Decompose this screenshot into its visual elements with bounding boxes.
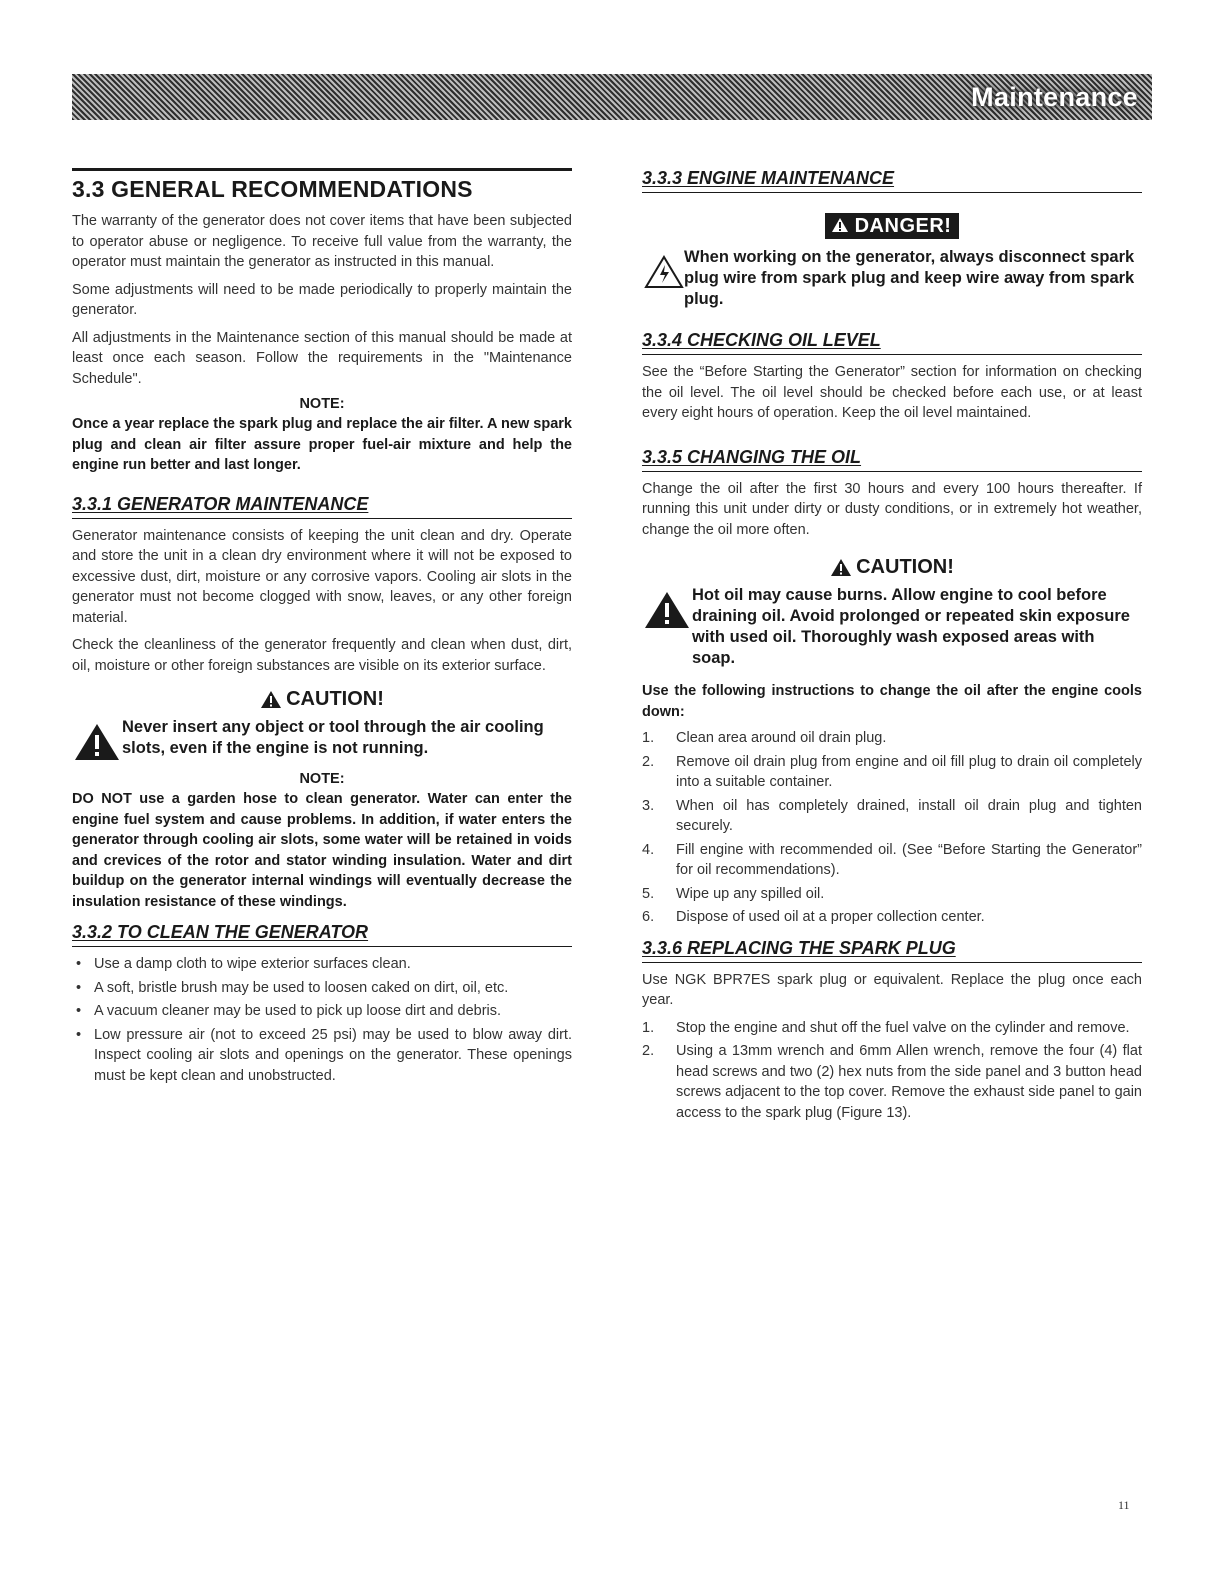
list-item: 4. Fill engine with recommended oil. (See “Before Starting the Generator” for oil recommendations). (642, 841, 1142, 878)
caution-text: Hot oil may cause burns. Allow engine to cool before draining oil. Avoid prolonged or repeated skin exposure with used oil. Thoroughly wash exposed areas with soap. (692, 586, 1130, 667)
caution-label: CAUTION! (856, 556, 954, 578)
instructions-lead: Use the following instructions to change the oil after the engine cools down: (642, 683, 1142, 720)
note-label: NOTE: (299, 771, 345, 787)
danger-heading (642, 213, 1142, 239)
list-item: • Use a damp cloth to wipe exterior surfaces clean. (76, 956, 411, 972)
paragraph: Generator maintenance consists of keeping the unit clean and dry. Operate and store the unit in a clean dry environment where it will not be exposed to excessive dust, dirt, moisture or any corrosive vapors. Cooling air slots in the generator must not become clogged with snow, leaves, or any other foreign material. (72, 527, 572, 626)
warning-triangle-icon (260, 690, 282, 709)
heading-engine-maintenance: 3.3.3 ENGINE MAINTENANCE (642, 168, 1142, 193)
list-item: • A soft, bristle brush may be used to loosen caked on dirt, oil, etc. (76, 979, 509, 996)
heading-changing-oil: 3.3.5 CHANGING THE OIL (642, 447, 1142, 472)
caution-message (72, 717, 572, 759)
caution-heading (642, 556, 1142, 579)
warning-triangle-icon (74, 723, 120, 761)
note-text: Once a year replace the spark plug and replace the air filter. A new spark plug and clean air filter assure proper fuel-air mixture and help the engine run better and last longer. (72, 416, 572, 473)
paragraph: Use NGK BPR7ES spark plug or equivalent. Replace the plug once each year. (642, 971, 1142, 1008)
list-item: 5. Wipe up any spilled oil. (642, 885, 825, 902)
list-item: 3. When oil has completely drained, install oil drain plug and tighten securely. (642, 797, 1142, 834)
heading-checking-oil-level: 3.3.4 CHECKING OIL LEVEL (642, 330, 1142, 355)
list-item: 1. Stop the engine and shut off the fuel valve on the cylinder and remove. (642, 1019, 1130, 1036)
heading-general-recommendations: 3.3 GENERAL RECOMMENDATIONS (72, 168, 572, 203)
heading-generator-maintenance: 3.3.1 GENERATOR MAINTENANCE (72, 494, 572, 519)
heading-clean-generator: 3.3.2 TO CLEAN THE GENERATOR (72, 922, 572, 947)
right-column (642, 168, 1142, 1133)
caution-message (642, 585, 1142, 669)
cleaning-bullet-list (72, 954, 572, 1086)
list-item: 2. Using a 13mm wrench and 6mm Allen wrench, remove the four (4) flat head screws and two (2) hex nuts from the side panel and 3 button head screws adjacent to the top cover. Remove the exhaust side panel to gain access to the spark plug (Figure 13). (642, 1043, 1142, 1121)
paragraph: All adjustments in the Maintenance section of this manual should be made at least once each season. Follow the requirements in the "Maintenance Schedule". (72, 329, 572, 387)
list-item: 2. Remove oil drain plug from engine and oil fill plug to drain oil completely into a suitable container. (642, 753, 1142, 790)
danger-text: When working on the generator, always disconnect spark plug wire from spark plug and keep wire away from spark plug. (684, 248, 1135, 308)
note-text: DO NOT use a garden hose to clean generator. Water can enter the engine fuel system and cause problems. In addition, if water enters the generator through cooling air slots, some water will be retained in voids and crevices of the rotor and stator winding insulation. Water and dirt buildup on the generator internal windings will eventually decrease the insulation resistance of these windings. (72, 791, 572, 910)
warning-triangle-icon (831, 217, 849, 233)
caution-label: CAUTION! (286, 688, 384, 710)
note-label: NOTE: (299, 396, 345, 412)
section-banner (72, 74, 1152, 120)
paragraph: Some adjustments will need to be made periodically to properly maintain the generator. (72, 281, 572, 318)
banner-title: Maintenance (971, 82, 1138, 112)
danger-label: DANGER! (854, 215, 952, 237)
warning-outline-icon (644, 255, 684, 289)
paragraph: The warranty of the generator does not cover items that have been subjected to operator abuse or negligence. To receive full value from the warranty, the operator must maintain the generator as instructed in this manual. (72, 213, 572, 270)
danger-message (642, 247, 1142, 310)
left-column (72, 168, 572, 1089)
danger-badge (825, 213, 960, 239)
paragraph: See the “Before Starting the Generator” section for information on checking the oil level. The oil level should be checked before each use, or at least every eight hours of operation. Keep the oil level maintained. (642, 364, 1142, 421)
heading-replacing-spark-plug: 3.3.6 REPLACING THE SPARK PLUG (642, 938, 1142, 963)
oil-change-steps (642, 728, 1142, 928)
caution-heading (72, 688, 572, 711)
page-number: 11 (1118, 1498, 1130, 1512)
warning-triangle-icon (644, 591, 690, 629)
list-item: • A vacuum cleaner may be used to pick up loose dirt and debris. (76, 1003, 502, 1019)
paragraph: Check the cleanliness of the generator frequently and clean when dust, dirt, oil, moisture or other foreign substances are visible on its exterior surface. (72, 637, 572, 674)
list-item: • Low pressure air (not to exceed 25 psi) may be used to blow away dirt. Inspect cooling air slots and openings on the generator. These openings must be kept clean and unobstructed. (76, 1026, 572, 1084)
caution-text: Never insert any object or tool through the air cooling slots, even if the engine is not running. (122, 718, 544, 757)
paragraph: Change the oil after the first 30 hours and every 100 hours thereafter. If running this unit under dirty or dusty conditions, or in extremely hot weather, change the oil more often. (642, 480, 1142, 538)
list-item: 1. Clean area around oil drain plug. (642, 730, 887, 746)
warning-triangle-icon (830, 558, 852, 577)
spark-plug-steps (642, 1018, 1142, 1124)
list-item: 6. Dispose of used oil at a proper collection center. (642, 909, 985, 925)
